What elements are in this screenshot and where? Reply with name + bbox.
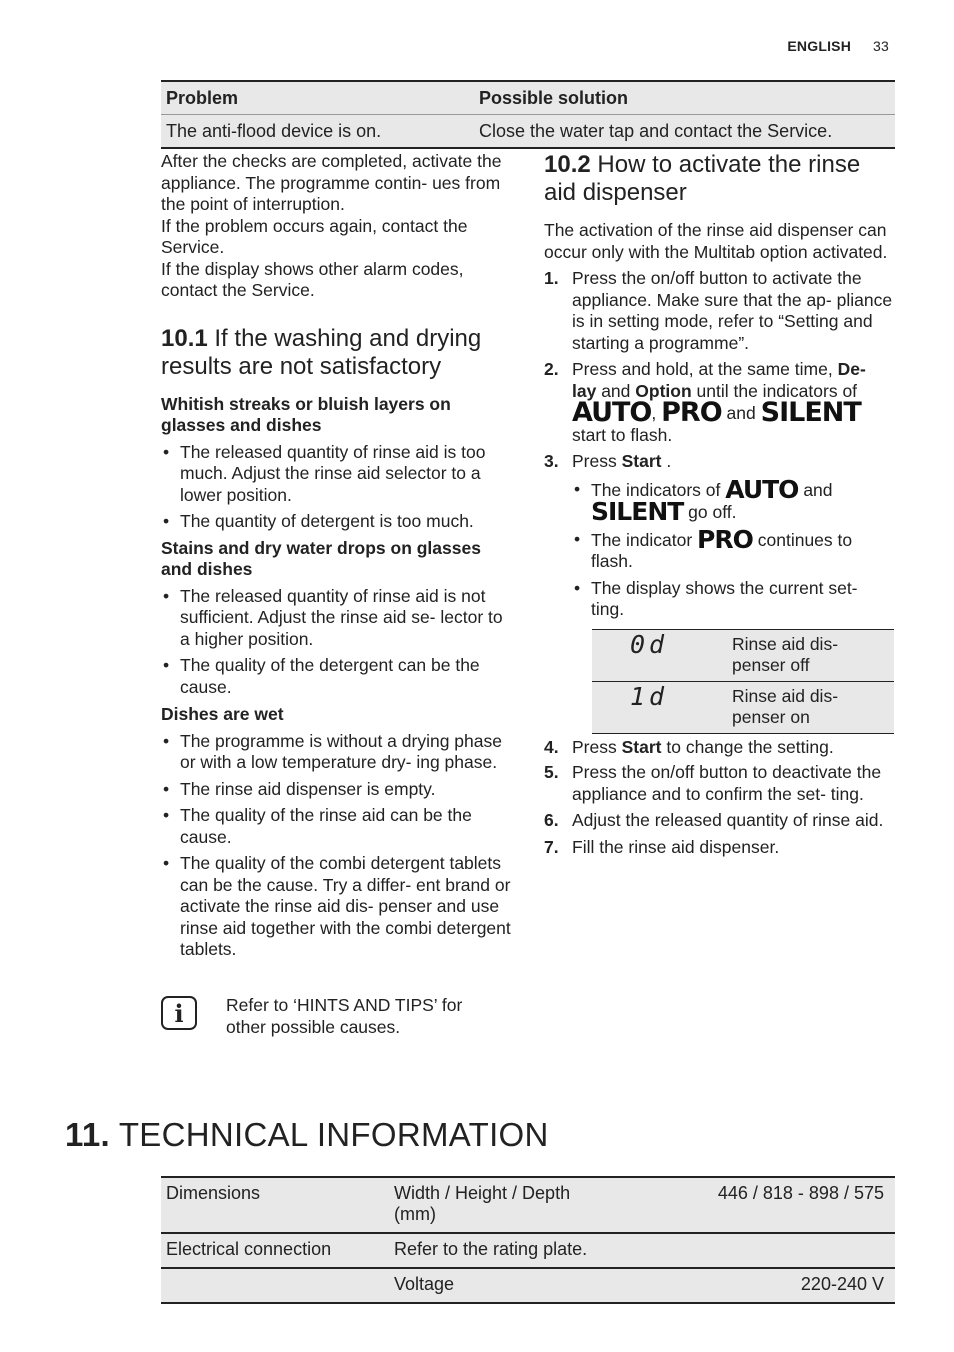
paragraph: If the problem occurs again, contact the Service. — [161, 215, 468, 257]
step-text: to change the setting. — [666, 736, 834, 757]
subheading: Whitish streaks or bluish layers on glasses and dishes — [161, 393, 451, 435]
step-number: 2. — [544, 359, 559, 379]
delay-label: De- lay — [572, 359, 866, 401]
step-item — [544, 737, 894, 759]
chapter-number: 11. — [65, 1116, 110, 1153]
table-row — [592, 681, 894, 733]
list-item: • The quality of the detergent can be the cause. — [161, 655, 513, 698]
table-header-row — [161, 81, 895, 115]
table-cell — [161, 1268, 389, 1303]
column-header: Problem — [161, 81, 474, 115]
section-number: 10.2 — [544, 151, 591, 178]
display-description: Rinse aid dis- penser on — [726, 681, 894, 733]
step-text: and — [726, 403, 756, 423]
step-text: . — [666, 451, 672, 471]
step-text: Press and hold, at the same time, — [572, 359, 833, 379]
section-heading-10-1 — [161, 325, 513, 381]
step-number: 1. — [544, 268, 559, 288]
step-text: and — [601, 380, 631, 401]
bullet-list — [161, 586, 513, 699]
step-item — [544, 762, 894, 805]
auto-indicator-symbol: AUTO — [572, 397, 652, 428]
list-item: • The quality of the combi detergent tablets can be the cause. Try a differ- ent brand or activate the rinse aid dis- penser and use rinse aid together with the combi detergent tablets. — [161, 853, 513, 961]
step-text: continues to flash. — [591, 529, 853, 571]
table-cell: Electrical connection — [161, 1233, 389, 1268]
step-text: Press — [572, 736, 617, 757]
bullet-list — [161, 442, 513, 533]
table-cell: Refer to the rating plate. — [389, 1233, 895, 1268]
chapter-heading-11 — [65, 1116, 549, 1154]
list-item: • The display shows the current set- ting. — [572, 578, 894, 621]
step-text: until the indicators of — [696, 380, 858, 401]
silent-indicator-symbol: SILENT — [760, 397, 861, 428]
steps-list — [544, 268, 894, 858]
step-text: start to flash. — [572, 424, 673, 445]
list-item: • The quality of the rinse aid can be the cause. — [161, 805, 513, 848]
list-item: • The released quantity of rinse aid is too much. Adjust the rinse aid selector to a lower position. — [161, 442, 513, 507]
problem-solution-table — [161, 80, 895, 149]
paragraph: The activation of the rinse aid dispenser can occur only with the Multitab option activated. — [544, 220, 888, 262]
page-number: 33 — [873, 38, 889, 54]
display-codes-table — [592, 629, 894, 734]
start-label: Start — [621, 451, 662, 471]
column-header: Possible solution — [474, 81, 895, 115]
silent-indicator-symbol: SILENT — [591, 497, 684, 526]
step-text: The indicators of — [591, 479, 721, 500]
auto-indicator-symbol: AUTO — [725, 474, 799, 504]
info-note: Refer to ‘HINTS AND TIPS’ for other possible causes. — [226, 995, 463, 1037]
paragraph: If the display shows other alarm codes, contact the Service. — [161, 258, 464, 300]
list-item — [572, 474, 894, 526]
table-cell: Dimensions — [161, 1177, 389, 1233]
step-text: Press the on/off button to activate the appliance. Make sure that the ap- pliance is in setting mode, refer to “Setting and starting a programme”. — [572, 268, 893, 353]
table-cell: Voltage — [389, 1268, 619, 1303]
step-text: go off. — [688, 502, 737, 522]
step-number: 7. — [544, 836, 559, 857]
display-code: 0d — [592, 629, 726, 681]
step-item — [544, 837, 894, 859]
step-number: 5. — [544, 762, 559, 782]
pro-indicator-symbol: PRO — [661, 397, 722, 428]
list-item: • The released quantity of rinse aid is not sufficient. Adjust the rinse aid se- lector to a higher position. — [161, 586, 513, 651]
paragraph: After the checks are completed, activate the appliance. The programme contin- ues from the point of interruption. — [161, 151, 502, 214]
step-item — [544, 268, 894, 354]
step-number: 4. — [544, 736, 559, 757]
step-text: The indicator — [591, 529, 693, 550]
subheading: Dishes are wet — [161, 704, 284, 724]
table-row — [161, 1233, 895, 1268]
start-label: Start — [621, 736, 662, 757]
section-number: 10.1 — [161, 324, 208, 352]
info-icon: i — [161, 996, 197, 1030]
step-item — [544, 451, 894, 734]
page-header — [787, 38, 889, 54]
table-cell: 220-240 V — [619, 1268, 895, 1303]
step-text: and — [803, 479, 833, 500]
language-label: ENGLISH — [787, 38, 852, 54]
option-label: Option — [635, 380, 692, 401]
list-item: • The programme is without a drying phase or with a low temperature dry- ing phase. — [161, 731, 513, 774]
bullet-list — [572, 474, 894, 621]
section-title: If the washing and drying results are not satisfactory — [161, 324, 482, 380]
list-item — [572, 524, 894, 573]
table-row — [161, 115, 895, 149]
table-row — [161, 1268, 895, 1303]
list-item: • The quantity of detergent is too much. — [161, 511, 513, 533]
bullet-list — [161, 731, 513, 961]
table-cell: Width / Height / Depth (mm) — [389, 1177, 619, 1233]
section-title: How to activate the rinse aid dispenser — [544, 151, 861, 206]
table-row — [592, 629, 894, 681]
chapter-title: TECHNICAL INFORMATION — [118, 1116, 549, 1153]
table-cell: Close the water tap and contact the Service. — [474, 115, 895, 149]
step-number: 3. — [544, 451, 559, 471]
step-item — [544, 359, 894, 446]
step-number: 6. — [544, 810, 559, 830]
pro-indicator-symbol: PRO — [697, 524, 753, 554]
display-description: Rinse aid dis- penser off — [726, 629, 894, 681]
section-heading-10-2 — [544, 151, 894, 207]
left-column — [161, 151, 513, 961]
step-text: Adjust the released quantity of rinse aid. — [572, 810, 884, 830]
list-item: • The rinse aid dispenser is empty. — [161, 779, 513, 801]
table-cell: 446 / 818 - 898 / 575 — [619, 1177, 895, 1233]
step-text: Press — [572, 451, 617, 471]
subheading: Stains and dry water drops on glasses and dishes — [161, 537, 481, 579]
technical-info-table — [161, 1176, 895, 1304]
right-column — [544, 151, 894, 858]
step-text: Fill the rinse aid dispenser. — [572, 836, 780, 857]
step-text: , — [651, 403, 657, 423]
table-cell: The anti-flood device is on. — [161, 115, 474, 149]
step-item — [544, 810, 894, 832]
table-row — [161, 1177, 895, 1233]
display-code: 1d — [592, 681, 726, 733]
step-text: Press the on/off button to deactivate the appliance and to confirm the set- ting. — [572, 762, 882, 804]
